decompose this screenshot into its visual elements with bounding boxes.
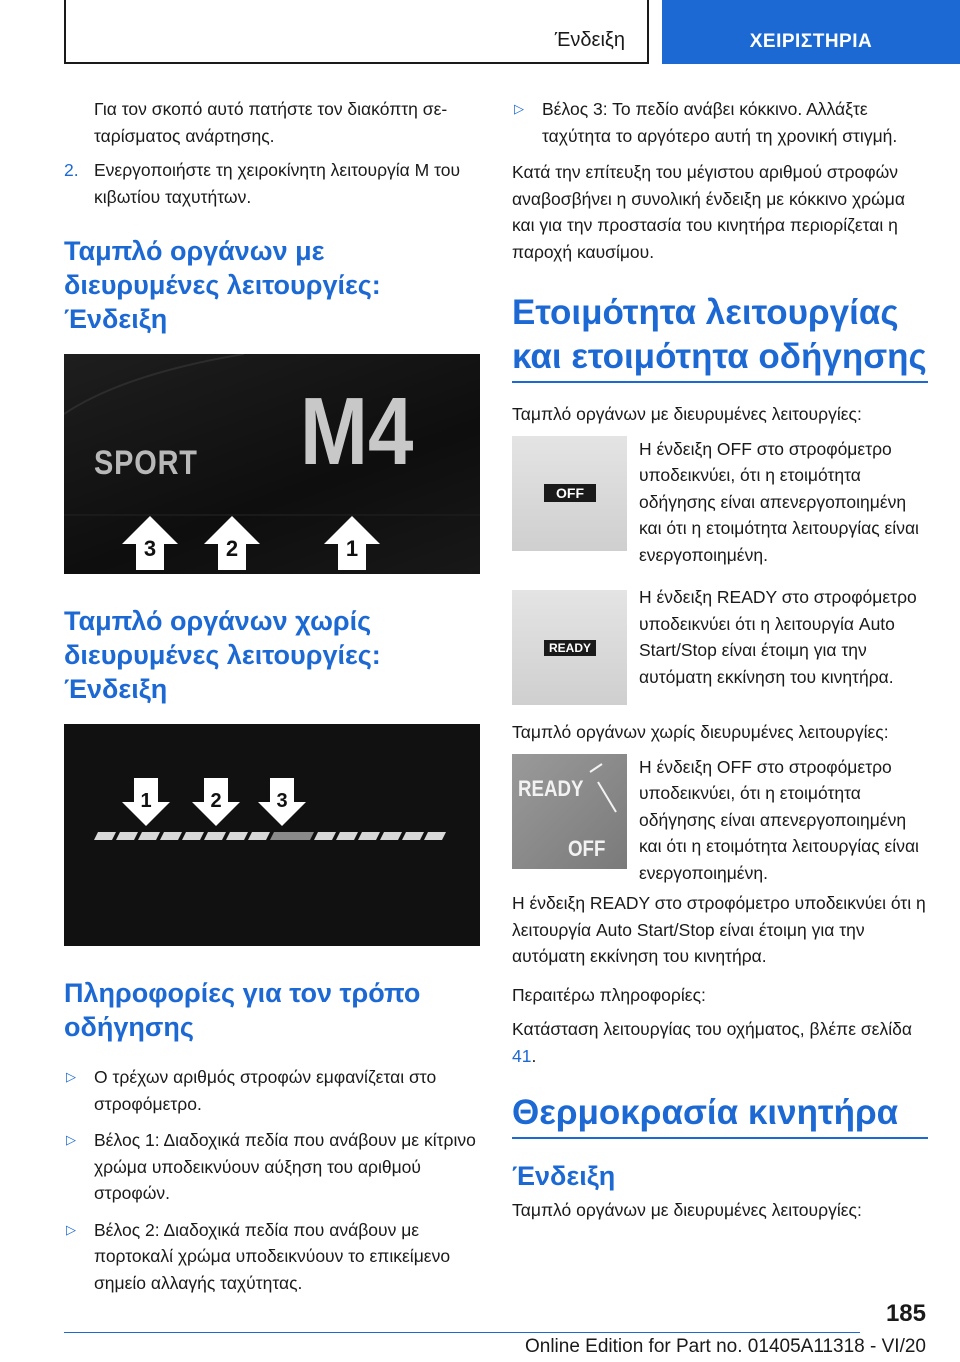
see-page-text	[512, 1016, 928, 1069]
subheading-basic: Ταμπλό οργάνων χωρίς διευρυμένες λειτουργίες:	[512, 722, 889, 742]
ready-indicator-text-basic: Η ένδειξη READY στο στροφόμετρο υποδεικνύει ότι η λειτουργία Auto Start/Stop είναι έτοιμη για την αυτόματη εκκίνηση του κινητήρα.	[512, 893, 926, 966]
off-indicator-text-basic: Η ένδειξη OFF στο στροφόμετρο υποδεικνύει, ότι η ετοιμότητα οδήγησης είναι απενεργοποιημένη και ότι η ετοιμότητα λειτουργίας είναι ενεργοποιημένη.	[639, 756, 919, 883]
bullet-4-text: Βέλος 3: Το πεδίο ανάβει κόκκινο. Αλλάξτε ταχύτητα το αργότερο αυτή τη χρονική στιγμή.	[542, 99, 898, 146]
off-indicator-label: OFF	[544, 484, 596, 502]
off-ready-combo-row	[512, 754, 928, 887]
subheading-extended: Ταμπλό οργάνων με διευρυμένες λειτουργίες:	[512, 404, 862, 424]
arrow-up-2-icon	[202, 514, 262, 572]
header-chapter-label: ΧΕΙΡΙΣΤΗΡΙΑ	[749, 31, 873, 52]
gear-label: M4	[300, 378, 414, 485]
header-chapter-tab[interactable]	[662, 0, 960, 64]
gauge-off-label: OFF	[568, 835, 606, 861]
bullet-1	[64, 1064, 480, 1117]
heading-engine-temp-block	[512, 1091, 928, 1139]
ready-off-gauge-image	[512, 754, 627, 869]
more-info-label: Περαιτέρω πληροφορίες:	[512, 984, 706, 1005]
step-2-number: 2.	[64, 160, 79, 180]
bullet-triangle-icon: ▷	[66, 1132, 76, 1147]
arrow-up-2-label: 2	[225, 536, 239, 561]
heading-engine-temp: Θερμοκρασία κινητήρα	[512, 1093, 899, 1132]
bullet-2	[64, 1127, 480, 1207]
arrow-down-1-label: 1	[140, 790, 152, 812]
heading-display: Ένδειξη	[512, 1161, 616, 1191]
heading-extended-display: Ταμπλό οργάνων με διευρυμένες λειτουργίες: Ένδειξη	[64, 236, 381, 334]
right-column	[512, 96, 928, 1224]
see-page-prefix: Κατάσταση λειτουργίας του οχήματος, βλέπε σελίδα	[512, 1019, 912, 1039]
bullet-4	[512, 96, 928, 149]
segment-bar	[64, 724, 480, 946]
bullet-3-text: Βέλος 2: Διαδοχικά πεδία που ανάβουν με πορτοκαλί χρώμα υποδεικνύουν το επικείμενο σημείο αλλαγής ταχύτητας.	[94, 1219, 451, 1293]
header-section: Ένδειξη	[554, 29, 625, 51]
page-number: 185	[885, 1300, 926, 1327]
intro-text: Για τον σκοπό αυτό πατήστε τον διακόπτη σεταρίσματος ανάρτησης.	[94, 99, 448, 146]
heading-driving-info: Πληροφορίες για τον τρόπο οδήγησης	[64, 978, 421, 1042]
ready-indicator-image	[512, 590, 627, 705]
bullet-1-text: Ο τρέχων αριθμός στροφών εμφανίζεται στο στροφόμετρο.	[94, 1067, 437, 1114]
arrow-up-3-icon	[120, 514, 180, 572]
bullet-triangle-icon: ▷	[66, 1069, 76, 1084]
footer-divider	[64, 1332, 860, 1333]
bullet-2-text: Βέλος 1: Διαδοχικά πεδία που ανάβουν με κίτρινο χρώμα υποδεικνύουν αύξηση του αριθμού στροφών.	[94, 1130, 476, 1203]
header-frame	[64, 0, 649, 64]
arrow-down-3-label: 3	[276, 790, 288, 812]
heading-readiness: Ετοιμότητα λειτουργίας και ετοιμότητα οδήγησης	[512, 293, 927, 376]
left-column	[64, 96, 480, 1306]
step-2	[64, 157, 480, 210]
bullet-triangle-icon: ▷	[66, 1221, 76, 1237]
figure-segment-display	[64, 724, 480, 946]
arrow-up-1-label: 1	[345, 536, 359, 561]
bullet-triangle-icon: ▷	[514, 101, 524, 116]
heading-basic-display: Ταμπλό οργάνων χωρίς διευρυμένες λειτουργίες: Ένδειξη	[64, 606, 381, 704]
bullet-3	[64, 1217, 480, 1297]
gauge-ready-label: READY	[518, 775, 584, 801]
figure-m4-display	[64, 354, 480, 574]
see-page-suffix: .	[531, 1045, 537, 1066]
max-rpm-paragraph: Κατά την επίτευξη του μέγιστου αριθμού στροφών αναβοσβήνει η συνολική ένδειξη με κόκκινο χρώμα και για την προστασία του κινητήρα περιορίζεται η παροχή καυσίμου.	[512, 162, 905, 262]
edition-note: Online Edition for Part no. 01405A11318 - VI/20	[524, 1336, 926, 1357]
off-indicator-row	[512, 436, 928, 569]
step-2-text: Ενεργοποιήστε τη χειροκίνητη λειτουργία M του κιβωτίου ταχυτήτων.	[94, 160, 461, 207]
ready-indicator-text: Η ένδειξη READY στο στροφόμετρο υποδεικνύει ότι η λειτουργία Auto Start/Stop είναι έτοιμη για την αυτόματη εκκίνηση του κινητήρα.	[639, 587, 917, 687]
arrow-up-1-icon	[322, 514, 382, 572]
page-link-41[interactable]: 41	[512, 1045, 532, 1066]
off-indicator-image	[512, 436, 627, 551]
heading-readiness-block	[512, 291, 928, 383]
off-indicator-text: Η ένδειξη OFF στο στροφόμετρο υποδεικνύει, ότι η ετοιμότητα οδήγησης είναι απενεργοποιημένη και ότι η ετοιμότητα λειτουργίας είναι ενεργοποιημένη.	[639, 438, 919, 565]
arrow-up-3-label: 3	[143, 536, 157, 561]
sport-label: SPORT	[94, 444, 198, 482]
arrow-down-2-label: 2	[210, 790, 222, 812]
last-line: Ταμπλό οργάνων με διευρυμένες λειτουργίες:	[512, 1200, 862, 1220]
ready-indicator-label: READY	[544, 640, 596, 656]
ready-indicator-row	[512, 584, 928, 705]
